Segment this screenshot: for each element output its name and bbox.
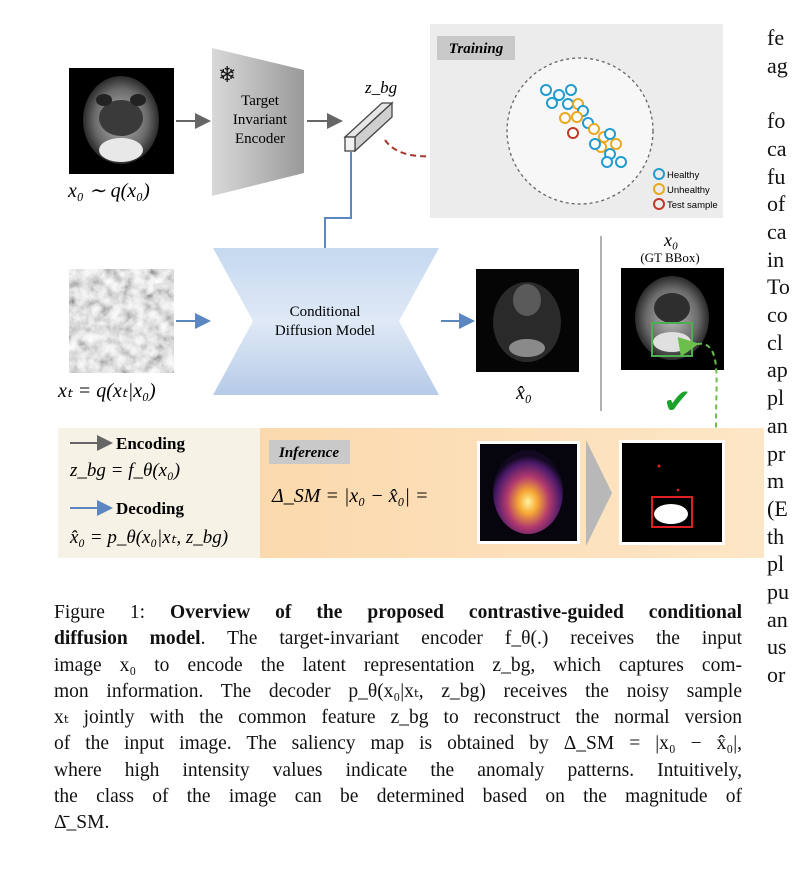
side-text-line: ap <box>767 357 788 383</box>
output-image <box>476 269 579 372</box>
side-text-line: th <box>767 523 785 549</box>
encoding-equation: z_bg = f_θ(x₀) <box>70 460 181 481</box>
healthy-sample-dot <box>605 129 615 139</box>
healthy-sample-dot <box>602 157 612 167</box>
side-text-line: pu <box>767 579 789 605</box>
caption-bold-title-2: diffusion model <box>54 628 201 650</box>
caption-text-5: of the input image. The saliency map is obtained by Δ_SM = |x₀ − x̂₀|, <box>54 733 742 755</box>
caption-line-2 <box>54 626 742 652</box>
side-text-line: us <box>767 634 787 660</box>
side-text-line: m <box>767 468 785 494</box>
legend-unhealthy: Unhealthy <box>667 185 710 196</box>
side-text-line: or <box>767 662 786 688</box>
caption-text-2: image x₀ to encode the latent representation z_bg, which captures com- <box>54 654 742 676</box>
side-text-line: To <box>767 274 790 300</box>
binary-mask-image <box>619 440 725 545</box>
side-text-line: cl <box>767 329 783 355</box>
caption-bold-title: Overview of the proposed contrastive-guided conditional <box>170 602 742 623</box>
noisy-label: xₜ = q(xₜ|x₀) <box>58 380 156 402</box>
caption-text-7: the class of the image can be determined based on the magnitude of <box>54 786 742 808</box>
snowflake-icon: ❄ <box>218 63 237 88</box>
diffusion-label-2: Diffusion Model <box>274 323 376 339</box>
decoding-label: Decoding <box>116 499 184 518</box>
caption-text-4: xₜ jointly with the common feature z_bg to reconstruct the normal version <box>54 707 742 729</box>
training-title: Training <box>448 41 504 57</box>
caption-line-1 <box>54 600 742 626</box>
side-text-line: pl <box>767 551 785 577</box>
inference-title: Inference <box>279 445 339 461</box>
side-text-line <box>767 79 790 107</box>
healthy-sample-dot <box>541 85 551 95</box>
latent-label: z_bg <box>365 78 398 97</box>
encoder-label-1: Target <box>241 93 279 109</box>
legend-healthy: Healthy <box>667 170 700 181</box>
figure-caption <box>54 600 742 837</box>
caption-text-1: . The target-invariant encoder f_θ(.) receives the input <box>200 628 742 650</box>
caption-text-3: mon information. The decoder p_θ(x₀|xₜ, z_bg) receives the noisy sample <box>54 680 742 702</box>
diffusion-label-1: Conditional <box>289 304 361 320</box>
noisy-image <box>69 269 174 373</box>
encoder-label-2: Invariant <box>232 112 288 128</box>
side-text-line: of <box>767 191 786 217</box>
side-text-line: pr <box>767 440 786 466</box>
caption-text-8: Δ̄_SM. <box>54 812 110 834</box>
side-text-line: ca <box>767 135 787 161</box>
latent-vector-icon <box>345 103 392 151</box>
unhealthy-sample-dot <box>560 113 570 123</box>
side-text-line: fo <box>767 108 786 134</box>
ground-truth-image <box>621 268 724 370</box>
side-text-line: an <box>767 412 788 438</box>
checkmark-icon: ✔ <box>663 382 692 422</box>
healthy-sample-dot <box>547 98 557 108</box>
caption-prefix: Figure 1: <box>54 602 171 623</box>
side-text-line: pl <box>767 385 785 411</box>
output-label: x̂₀ <box>516 382 532 404</box>
healthy-sample-dot <box>590 139 600 149</box>
gt-label: x₀ <box>664 230 679 250</box>
side-text-line: fe <box>767 25 785 50</box>
encoding-label: Encoding <box>116 434 185 453</box>
side-text-line: an <box>767 606 788 632</box>
saliency-heatmap-image <box>477 441 580 544</box>
encoder-label-3: Encoder <box>235 131 285 147</box>
gt-sublabel: (GT BBox) <box>640 250 700 265</box>
test-sample-dot <box>568 128 578 138</box>
caption-text-6: where high intensity values indicate the anomaly patterns. Intuitively, <box>54 759 742 781</box>
side-text-line: ca <box>767 218 787 244</box>
legend-test-sample: Test sample <box>667 200 718 211</box>
healthy-sample-dot <box>616 157 626 167</box>
unhealthy-sample-dot <box>589 124 599 134</box>
training-panel <box>430 24 723 218</box>
side-text-line: (E <box>767 495 788 521</box>
unhealthy-sample-dot <box>611 139 621 149</box>
healthy-sample-dot <box>563 99 573 109</box>
saliency-equation: Δ_SM = |x₀ − x̂₀| = <box>272 485 429 507</box>
side-text-line: in <box>767 246 785 272</box>
side-text-line: ag <box>767 52 788 78</box>
input-image <box>69 68 174 174</box>
healthy-sample-dot <box>566 85 576 95</box>
adjacent-column-text <box>767 24 790 689</box>
diffusion-block <box>213 248 439 395</box>
input-label: x₀ ∼ q(x₀) <box>68 180 150 202</box>
unhealthy-sample-dot <box>572 112 582 122</box>
side-text-line: co <box>767 302 788 328</box>
decoding-equation: x̂₀ = p_θ(x₀|xₜ, z_bg) <box>70 527 229 548</box>
side-text-line: fu <box>767 163 786 189</box>
